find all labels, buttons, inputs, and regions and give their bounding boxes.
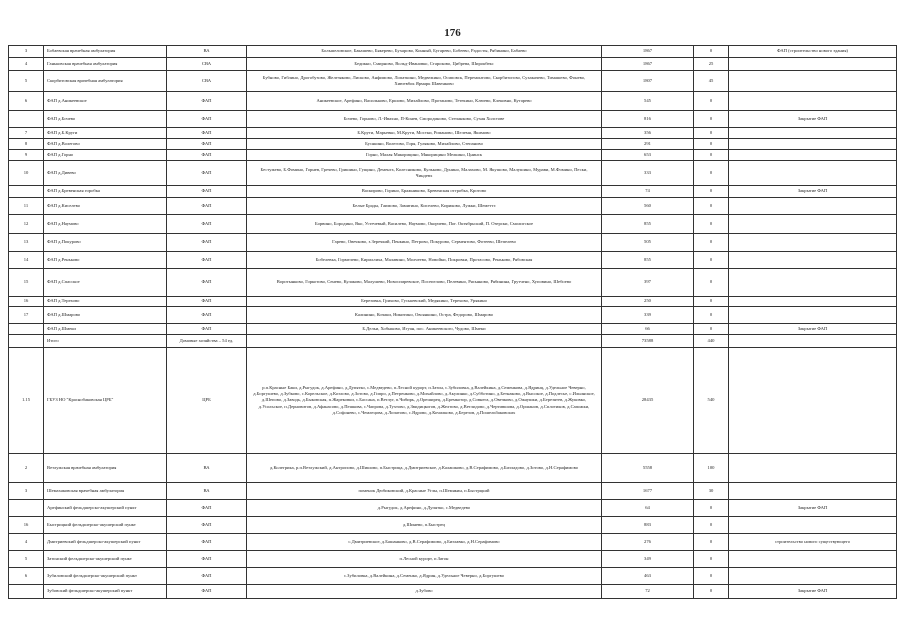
settlements: Гарево, Овечково, з.Зеречкий, Пенкино, Петрово, Покурово, Серментово, Фотеево, Шепелево <box>247 234 602 252</box>
facility-name: ФАП д.Шмеки <box>44 324 167 335</box>
capacity: 0 <box>694 150 729 161</box>
note <box>729 551 897 568</box>
row-number: 3 <box>9 46 44 58</box>
facility-type: ФАП <box>167 234 247 252</box>
capacity: 100 <box>694 454 729 483</box>
row-number: 6 <box>9 568 44 585</box>
population: 73588 <box>602 335 694 348</box>
table-row <box>9 71 897 92</box>
capacity: 0 <box>694 198 729 215</box>
row-number: 8 <box>9 139 44 150</box>
population: 855 <box>602 252 694 269</box>
row-number: 2 <box>9 454 44 483</box>
facility-name: ФАП д.Реньково <box>44 252 167 269</box>
row-number: 6 <box>9 92 44 111</box>
population: 72 <box>602 585 694 599</box>
settlements: Калинино, Кочаки, Никитино, Овсянкино, Остра, Федорово, Шмарово <box>247 307 602 324</box>
capacity: 0 <box>694 92 729 111</box>
facility-name: ФАП д.Аникеевское <box>44 92 167 111</box>
note <box>729 297 897 307</box>
note: Закрытие ФАП <box>729 186 897 198</box>
population: 349 <box>602 551 694 568</box>
row-number <box>9 500 44 517</box>
table-row <box>9 335 897 348</box>
facility-name: Ганьковская врачебная амбулатория <box>44 58 167 71</box>
facility-name: Ветлужская врачебная амбулатория <box>44 454 167 483</box>
capacity: 0 <box>694 307 729 324</box>
note: ФАП (строительство нового здания) <box>729 46 897 58</box>
capacity: 0 <box>694 585 729 599</box>
page-number: 176 <box>444 27 461 39</box>
settlements: Белые Брады, Гаимово, Замятино, Киселево, Кириково, Лужки, Шеметтэ <box>247 198 602 215</box>
note <box>729 215 897 234</box>
note: строительство нового существующего <box>729 534 897 551</box>
facility-type: ФАП <box>167 92 247 111</box>
facility-type: ФАП <box>167 186 247 198</box>
settlements: р.п.Красные Баки, д.Рыгудок, д.Арефино, д.Дупятко, с.Медведево, п.Лесной курорт, п.Затон, с.Зубиловка, д.Валейкина, д.Семенкова, д.Ядринц, д.Удельное Чеверно, д.Боргушево, д.Зубково, с.Корельское, д.Козлово, д.Зотово, д.Гипро, д.Петренково, д.Михайлово, д.Акулинко, д.Субботино, д.Бетнаково, д.Высокое, д.Подлесье, с.Ильинское, д.Шепово, д.Заводь, д.Быковская, п.Жарековки, с.Бассана, п.Ветлуг, п.Чибирь, д.Ореширец, д.Бремкотор, д.Совнега, д.Овечково, д.Ожаушки, д.Березятев, д.Жуковко, д.Усольское, п.Дерновитов, д.Афанасово, д.Пешкова, с.Чапрова, д.Тухтово, д.Звидицкогов, д.Желтово, д.Ветлидово, д.Чертившова, д.Оршанов, д.Сплотиков, д.Сапожки, д.Софонево, с.Чемлецова, д.Лопатово, с.Ядрово, д.Кочилково, д.Березов, д.Пошельбаковских <box>247 348 602 454</box>
note <box>729 252 897 269</box>
table-row <box>9 46 897 58</box>
note <box>729 71 897 92</box>
facility-type: ВА <box>167 483 247 500</box>
facility-name: Шемахаковская врачебная амбулатория <box>44 483 167 500</box>
facility-type: ФАП <box>167 128 247 139</box>
note <box>729 139 897 150</box>
facility-name: Затонский фельдшерско-акушерский пункт <box>44 551 167 568</box>
settlements: с.Зубиловка, д.Валейкина, д.Семенко, д.Ядрин, д.Удельное Чеверно, д.Боргушево <box>247 568 602 585</box>
note <box>729 58 897 71</box>
population: 291 <box>602 139 694 150</box>
row-number <box>9 335 44 348</box>
capacity: 0 <box>694 324 729 335</box>
note <box>729 517 897 534</box>
note <box>729 307 897 324</box>
population: 1807 <box>602 71 694 92</box>
population: 64 <box>602 500 694 517</box>
capacity: 0 <box>694 46 729 58</box>
facility-name: Зубовский фельдшерско-акушерский пункт <box>44 585 167 599</box>
facility-type: ФАП <box>167 324 247 335</box>
facility-name: Быстрицкий фельдшерско-акушерский пункт <box>44 517 167 534</box>
facility-name: ФАП д.Терехово <box>44 297 167 307</box>
facility-type: ФАП <box>167 215 247 234</box>
facility-name: ФАП д.Киселево <box>44 198 167 215</box>
settlements <box>247 335 602 348</box>
facility-type: ФАП <box>167 252 247 269</box>
row-number: 1.15 <box>9 348 44 454</box>
capacity: 0 <box>694 551 729 568</box>
facility-name: ФАП д.Дивево <box>44 161 167 186</box>
row-number: 15 <box>9 269 44 297</box>
settlements: п.Лесной курорт, п.Затон <box>247 551 602 568</box>
note <box>729 198 897 215</box>
settlements: Васкирово, Горино, Бражниково, Бревенская отгробка, Кротово <box>247 186 602 198</box>
settlements: Аникеевское, Арефино, Васильково, Ершово, Михайлово, Протаново, Тетекино, Клюево, Клековно, Кутарево <box>247 92 602 111</box>
note <box>729 568 897 585</box>
settlements: Воротынково, Горкотово, Сенево, Кулаково, Малушево, Новоспиревское, Посепелово, Пелевино, Рясьяново, Рябинина, Грутчено, Хуповино, Шебоево <box>247 269 602 297</box>
row-number: 11 <box>9 198 44 215</box>
population: 883 <box>602 517 694 534</box>
row-number: 16 <box>9 517 44 534</box>
table-row <box>9 585 897 599</box>
capacity: 0 <box>694 297 729 307</box>
settlements: Бобелевка, Гормелево, Кириллиха, Малавино, Молчеево, Новойки, Покровки, Протасово, Реньково, Рябовская <box>247 252 602 269</box>
facility-type: ФАП <box>167 161 247 186</box>
row-number: 3 <box>9 483 44 500</box>
table-row <box>9 111 897 128</box>
capacity: 0 <box>694 500 729 517</box>
population: 855 <box>602 215 694 234</box>
population: 1867 <box>602 58 694 71</box>
facility-name: ФАП д.Спасское <box>44 269 167 297</box>
settlements: поменок Дюбиковский, д.Красные Углы, п.Шемякин, п.Быстрцкий <box>247 483 602 500</box>
row-number: 14 <box>9 252 44 269</box>
capacity: 0 <box>694 234 729 252</box>
row-number: 4 <box>9 534 44 551</box>
settlements: Борвино, Бородино, Вко, Устечевый, Василево, Наумово, Окорчево, Пог. Октябрьский, П. Озерски, Смолигское <box>247 215 602 234</box>
table-row <box>9 517 897 534</box>
population: 653 <box>602 150 694 161</box>
facility-type: ВА <box>167 454 247 483</box>
note <box>729 483 897 500</box>
settlements: Бочево, Горново, Л.-Ивахно, П-Конев, Смородиново, Степанково, Сухая Холстове <box>247 111 602 128</box>
table-row <box>9 483 897 500</box>
facility-type: ФАП <box>167 534 247 551</box>
settlements: Березовка, Грихово, Гуськевский, Медякино, Терехово, Урякино <box>247 297 602 307</box>
capacity: 25 <box>694 58 729 71</box>
facility-type: ФАП <box>167 269 247 297</box>
note <box>729 150 897 161</box>
note: Закрытие ФАП <box>729 111 897 128</box>
facility-name: ГБУЗ НО "Краснобаковская ЦРБ" <box>44 348 167 454</box>
population: 463 <box>602 568 694 585</box>
settlements: Б.Дельи, Хобыково, Игуан, пос. Аникеевского, Чудово, Шмеки <box>247 324 602 335</box>
facility-name: ФАП д.Бревенская горобка <box>44 186 167 198</box>
table-row <box>9 234 897 252</box>
note <box>729 454 897 483</box>
population: 5558 <box>602 454 694 483</box>
facility-type: ФАП <box>167 500 247 517</box>
capacity: 0 <box>694 186 729 198</box>
row-number: 13 <box>9 234 44 252</box>
capacity: 0 <box>694 139 729 150</box>
row-number: 5 <box>9 71 44 92</box>
table-row <box>9 161 897 186</box>
facility-type: ФАП <box>167 585 247 599</box>
note: Закрытие ФАП <box>729 585 897 599</box>
capacity: 0 <box>694 517 729 534</box>
settlements: Горно, Малая Мякорицино, Мякорицино Мелкино, Цнинск <box>247 150 602 161</box>
row-number <box>9 111 44 128</box>
capacity: 0 <box>694 111 729 128</box>
table-row <box>9 252 897 269</box>
row-number: 16 <box>9 297 44 307</box>
settlements: д.Зубово <box>247 585 602 599</box>
note <box>729 335 897 348</box>
facility-type: ФАП <box>167 551 247 568</box>
facility-name: ФАП д.Волегово <box>44 139 167 150</box>
note <box>729 92 897 111</box>
row-number: 12 <box>9 215 44 234</box>
facility-type: СВА <box>167 71 247 92</box>
note <box>729 128 897 139</box>
population: 397 <box>602 269 694 297</box>
population: 560 <box>602 198 694 215</box>
facility-name: Скорбитовская врачебная амбулатория <box>44 71 167 92</box>
settlements: Бубново, Гиблино, Дрогобузово, Железяково, Лисково, Анфимово, Лопаткино, Медвежино, Осиповск, Перемонтово, Скорбитогово, Сухакачево, Тимашево, Фонево, Хиюевбок Ярмарк Шавенково <box>247 71 602 92</box>
settlements: Бусякино, Волегово, Горя, Гуляково, Михайлово, Степаново <box>247 139 602 150</box>
settlements: Бедикно, Смирново, Вольд-Ивановко, Староково, Цибрева, Широкбекс <box>247 58 602 71</box>
table-row <box>9 307 897 324</box>
facility-type: ФАП <box>167 139 247 150</box>
table-row <box>9 128 897 139</box>
row-number <box>9 186 44 198</box>
facility-type: ФАП <box>167 307 247 324</box>
facility-name: ФАП д.Горно <box>44 150 167 161</box>
facility-type: ЦРБ <box>167 348 247 454</box>
table-row <box>9 324 897 335</box>
facility-type: ФАП <box>167 297 247 307</box>
population: 356 <box>602 128 694 139</box>
table-row <box>9 568 897 585</box>
capacity: 0 <box>694 128 729 139</box>
population: 74 <box>602 186 694 198</box>
facility-name: ФАП д.Шмарово <box>44 307 167 324</box>
table-row <box>9 215 897 234</box>
settlements: д.Шинево, п.Быстрец <box>247 517 602 534</box>
capacity: 0 <box>694 161 729 186</box>
table-row <box>9 150 897 161</box>
facility-type: ФАП <box>167 198 247 215</box>
population: 339 <box>602 307 694 324</box>
facility-name: ФАП д.Бочево <box>44 111 167 128</box>
row-number: 5 <box>9 551 44 568</box>
population: 28435 <box>602 348 694 454</box>
note <box>729 348 897 454</box>
row-number: 7 <box>9 128 44 139</box>
capacity: 0 <box>694 269 729 297</box>
facility-name: ФАП д.Покурово <box>44 234 167 252</box>
row-number <box>9 324 44 335</box>
settlements: Бестужево, Б.Фомино, Горнев, Гречево, Гришино, Гущино, Деменгх, Колесниково, Кульково, Дунино, Малахово, М. Якушово, Малушино, Мурави, М.Фомино, Пески, Чиндевх <box>247 161 602 186</box>
facility-type: ФАП <box>167 111 247 128</box>
row-number <box>9 585 44 599</box>
capacity: 0 <box>694 568 729 585</box>
settlements: Б.Крути, Марьевко, М.Крути, Мостки, Романово, Шелемя, Якимово <box>247 128 602 139</box>
facility-type: ФАП <box>167 517 247 534</box>
table-row <box>9 92 897 111</box>
table-row <box>9 58 897 71</box>
table-row <box>9 348 897 454</box>
capacity: 0 <box>694 534 729 551</box>
population: 333 <box>602 161 694 186</box>
table-row <box>9 269 897 297</box>
population: 1867 <box>602 46 694 58</box>
population: 545 <box>602 92 694 111</box>
facility-name: ФАП д.Б.Круги <box>44 128 167 139</box>
population: 250 <box>602 297 694 307</box>
capacity: 30 <box>694 483 729 500</box>
settlements: д.Рыгудок, д.Арефино, д.Дупятко, с.Медведево <box>247 500 602 517</box>
note <box>729 161 897 186</box>
facility-name: Арефинский фельдшерско-акушерский пункт <box>44 500 167 517</box>
facility-type: Домовые хозяйства – 54 ед. <box>167 335 247 348</box>
facility-type: СВА <box>167 58 247 71</box>
population: 816 <box>602 111 694 128</box>
facilities-table <box>8 45 897 599</box>
facility-type: ФАП <box>167 568 247 585</box>
capacity: 540 <box>694 348 729 454</box>
population: 1677 <box>602 483 694 500</box>
row-number: 10 <box>9 161 44 186</box>
table-row <box>9 454 897 483</box>
table-row <box>9 500 897 517</box>
table-row <box>9 551 897 568</box>
note: Закрытие ФАП <box>729 324 897 335</box>
capacity: 0 <box>694 215 729 234</box>
table-row <box>9 186 897 198</box>
capacity: 45 <box>694 71 729 92</box>
capacity: 440 <box>694 335 729 348</box>
table-row <box>9 139 897 150</box>
facility-name: Итого <box>44 335 167 348</box>
table-row <box>9 198 897 215</box>
table-row <box>9 297 897 307</box>
row-number: 4 <box>9 58 44 71</box>
settlements: с.Дмитриевское, д.Башанково, д.В.Серафимово, д.Бизлавко, д.Н.Серафимово <box>247 534 602 551</box>
facility-type: ФАП <box>167 150 247 161</box>
settlements: Большеловское, Бакашево, Бякерево, Бухарово, Конный, Бугарево, Бобеево, Радосты, Рябинино, Бабаево <box>247 46 602 58</box>
facility-name: ФАП д.Наумово <box>44 215 167 234</box>
capacity: 0 <box>694 252 729 269</box>
note <box>729 269 897 297</box>
note <box>729 234 897 252</box>
row-number: 17 <box>9 307 44 324</box>
population: 66 <box>602 324 694 335</box>
facility-name: Дмитриевский фельдшерско-акушерский пункт <box>44 534 167 551</box>
facility-name: Зубиловский фельдшерско-акушерский пункт <box>44 568 167 585</box>
row-number: 9 <box>9 150 44 161</box>
settlements: д.Колегрика, р.п.Ветлужский, д.Антропово, д.Шишово, п.Быстрица, д.Дмитриевское, д.Калашково, д.В.Серафимово, д.Бизладово, д.Зотово, д.Н.Серафимово <box>247 454 602 483</box>
population: 505 <box>602 234 694 252</box>
population: 276 <box>602 534 694 551</box>
note: Закрытие ФАП <box>729 500 897 517</box>
facility-type: ВА <box>167 46 247 58</box>
facility-name: Бобаевская врачебная амбулатория <box>44 46 167 58</box>
table-row <box>9 534 897 551</box>
